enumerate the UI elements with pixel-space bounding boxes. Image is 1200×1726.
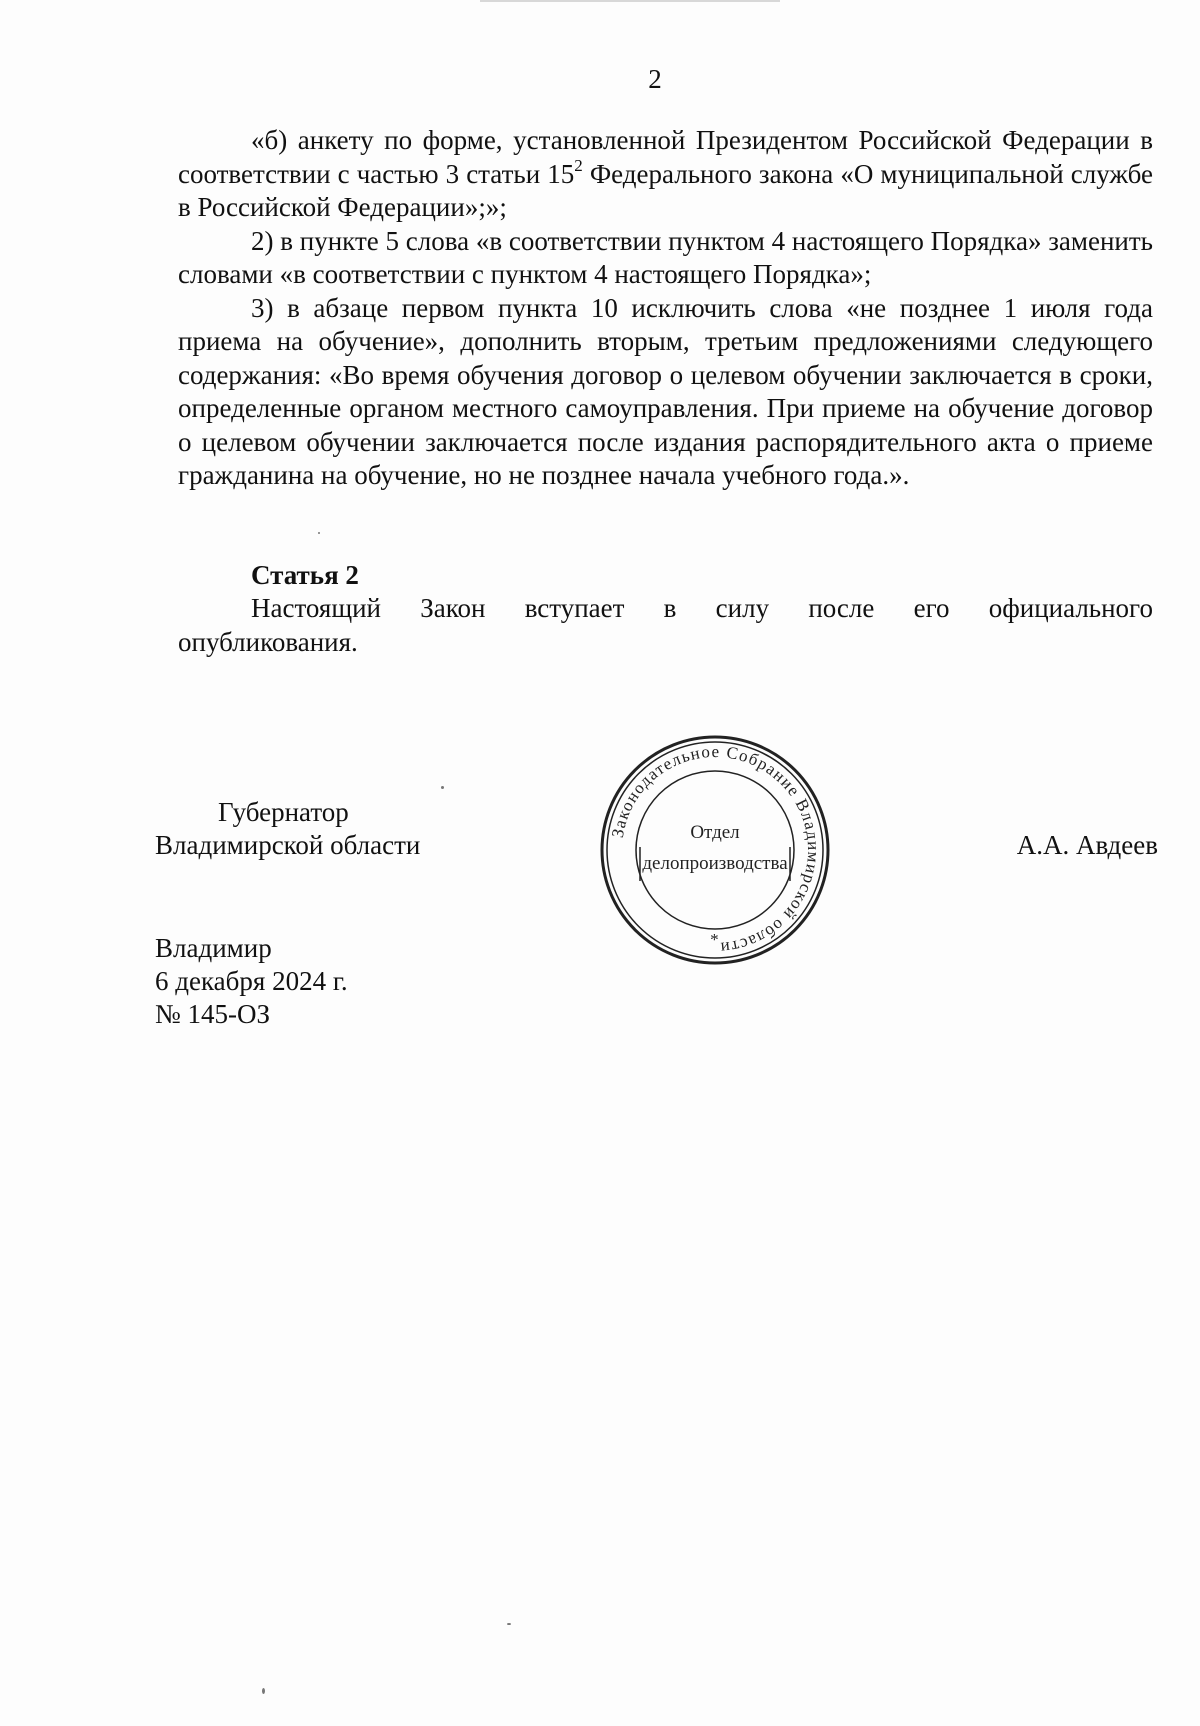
- scan-speck: [507, 1623, 511, 1625]
- superscript-index: 2: [574, 155, 583, 175]
- seal-ring-text: Законодательное Собрание Владимирской области: [607, 741, 824, 958]
- article-2-line-1: [178, 592, 1153, 626]
- seal-graphic: [598, 733, 832, 967]
- paragraph-b-text-end: Федерального закона «О муниципальной службе в Российской Федерации»;»;: [178, 158, 1153, 222]
- article-2-title: Статья 2: [251, 560, 359, 590]
- seal-center-line-1: Отдел: [690, 822, 740, 843]
- amendments-body: [178, 124, 1153, 493]
- signing-place: Владимир: [155, 933, 272, 963]
- article-2-word: его: [913, 593, 950, 623]
- article-2-word: силу: [715, 593, 770, 623]
- article-2-word: официального: [988, 593, 1153, 623]
- article-2-word: после: [808, 593, 875, 623]
- governor-region: Владимирской области: [155, 830, 421, 860]
- article-2-word: Настоящий: [251, 593, 382, 623]
- official-seal: [598, 733, 832, 967]
- paragraph-item-2: 2) в пункте 5 слова «в соответствии пунктом 4 настоящего Порядка» заменить словами «в соответствии с пунктом 4 настоящего Порядка»;: [178, 225, 1153, 289]
- paragraph-item-3: 3) в абзаце первом пункта 10 исключить слова «не позднее 1 июля года приема на обучение», дополнить вторым, третьим предложениями следующего содержания: «Во время обучения договор о целевом обучении заключается в сроки, определенные органом местного самоуправления. При приеме на обучение договор о целевом обучении заключается после издания распорядительного акта о приеме гражданина на обучение, но не позднее начала учебного года.».: [178, 292, 1153, 490]
- article-2-line-2: опубликования.: [178, 626, 358, 657]
- paragraph-b-text: «б) анкету по форме, установленной Президентом Российской Федерации в соответствии с частью 3 статьи 15: [178, 125, 1153, 189]
- article-2-text: [178, 592, 1153, 659]
- article-2-word: вступает: [524, 593, 625, 623]
- seal-star: *: [710, 930, 720, 949]
- seal-center-line-2: делопроизводства: [642, 853, 788, 874]
- scan-speck: [262, 1688, 265, 1694]
- page-number: 2: [648, 64, 662, 94]
- signing-date: 6 декабря 2024 г.: [155, 966, 348, 996]
- article-2-word: в: [663, 593, 677, 623]
- governor-title: Губернатор: [218, 797, 349, 827]
- scan-speck: [318, 532, 320, 534]
- scan-edge-line: [480, 0, 780, 2]
- governor-name: А.А. Авдеев: [1016, 830, 1158, 860]
- paragraph-b: [178, 124, 1153, 225]
- scan-speck: [441, 786, 444, 789]
- law-number: № 145-ОЗ: [155, 999, 271, 1029]
- article-2-word: Закон: [420, 593, 486, 623]
